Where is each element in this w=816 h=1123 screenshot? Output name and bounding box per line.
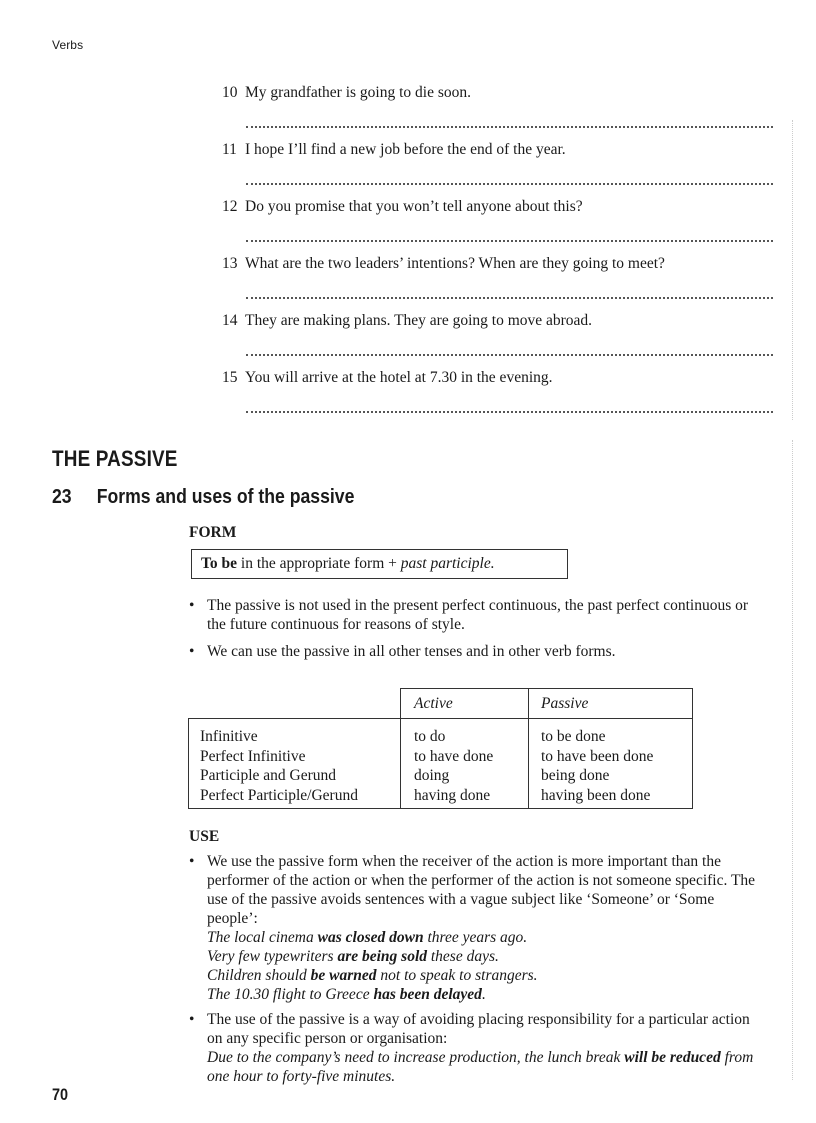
table-header-passive: Passive (541, 695, 589, 712)
bullet-item: • The passive is not used in the present perfect continuous, the past perfect continuous or the future continuous for reasons of style. (189, 596, 759, 634)
exercise-sentence: They are making plans. They are going to move abroad. (245, 312, 593, 329)
exercise-number: 10 (222, 84, 238, 101)
active-form: doing (414, 767, 450, 784)
example-sentence: Children should be warned not to speak to strangers. (207, 967, 538, 984)
passive-form: to have been done (541, 747, 654, 765)
page-number: 70 (52, 1085, 69, 1104)
margin-mark (792, 120, 793, 420)
active-form: to do (414, 728, 446, 745)
exercise-sentence: I hope I’ll find a new job before the end of the year. (245, 141, 566, 158)
bullet-item: • We can use the passive in all other tenses and in other verb forms. (189, 642, 759, 661)
answer-line[interactable] (246, 411, 773, 413)
active-form: to have done (414, 747, 494, 765)
exercise-number: 12 (222, 198, 238, 215)
example-sentence: The 10.30 flight to Greece has been delayed. (207, 986, 486, 1003)
exercise-number: 11 (222, 141, 237, 158)
form-rule-box (191, 549, 568, 579)
use-heading: USE (189, 828, 220, 845)
exercise-number: 15 (222, 369, 238, 386)
form-rule-bold: To be (201, 555, 238, 572)
table-rule (400, 688, 693, 689)
exercise-number: 14 (222, 312, 238, 329)
answer-line[interactable] (246, 240, 773, 242)
exercise-item (222, 141, 782, 159)
exercise-sentence: My grandfather is going to die soon. (245, 84, 472, 101)
passive-form: being done (541, 767, 610, 784)
answer-line[interactable] (246, 354, 773, 356)
exercise-item (222, 369, 782, 387)
exercise-sentence: What are the two leaders’ intentions? When are they going to meet? (245, 255, 665, 272)
row-label: Perfect Participle/Gerund (200, 786, 358, 804)
exercise-item (222, 255, 782, 273)
exercise-number: 13 (222, 255, 238, 272)
example-sentence: Very few typewriters are being sold these days. (207, 948, 499, 965)
exercise-item (222, 198, 782, 216)
table-rule (188, 718, 189, 809)
bullet-text: The use of the passive is a way of avoiding placing responsibility for a particular action on any specific person or organisation: (207, 1011, 750, 1047)
form-rule-italic: past participle. (400, 555, 495, 572)
unit-heading (52, 485, 354, 509)
answer-line[interactable] (246, 126, 773, 128)
passive-form: to be done (541, 728, 606, 745)
exercise-sentence: Do you promise that you won’t tell anyone about this? (245, 198, 583, 215)
form-bullet-list (189, 596, 759, 661)
form-heading: FORM (189, 524, 237, 541)
exercise-item (222, 84, 782, 102)
running-head: Verbs (52, 38, 84, 52)
exercise-item (222, 312, 782, 330)
table-rule (400, 688, 401, 809)
bullet-item (189, 852, 759, 1004)
margin-mark (792, 440, 793, 1080)
use-bullet-list (189, 852, 759, 1092)
unit-number: 23 (52, 485, 72, 508)
answer-line[interactable] (246, 297, 773, 299)
table-header-active: Active (414, 695, 453, 712)
form-rule-text: in the appropriate form + (237, 555, 401, 572)
answer-line[interactable] (246, 183, 773, 185)
table-rule (692, 688, 693, 809)
passive-form: having been done (541, 786, 651, 804)
table-rule (188, 718, 693, 719)
bullet-item (189, 1010, 759, 1086)
active-form: having done (414, 786, 491, 804)
passive-forms-table (188, 688, 694, 809)
table-rule (188, 808, 693, 809)
row-label: Perfect Infinitive (200, 747, 306, 765)
example-sentence: Due to the company’s need to increase production, the lunch break will be reduced from one hour to forty-five minutes. (207, 1049, 754, 1085)
example-sentence: The local cinema was closed down three years ago. (207, 929, 528, 946)
bullet-text: We use the passive form when the receiver of the action is more important than the performer of the action or when the performer of the action is not someone specific. The use of the passive avoids sentences with a vague subject like ‘Someone’ or ‘Some people’: (207, 853, 756, 927)
unit-title: Forms and uses of the passive (96, 485, 355, 508)
table-rule (528, 688, 529, 809)
row-label: Infinitive (200, 728, 258, 745)
exercise-sentence: You will arrive at the hotel at 7.30 in the evening. (245, 369, 553, 386)
row-label: Participle and Gerund (200, 767, 337, 784)
section-title: THE PASSIVE (52, 446, 178, 471)
